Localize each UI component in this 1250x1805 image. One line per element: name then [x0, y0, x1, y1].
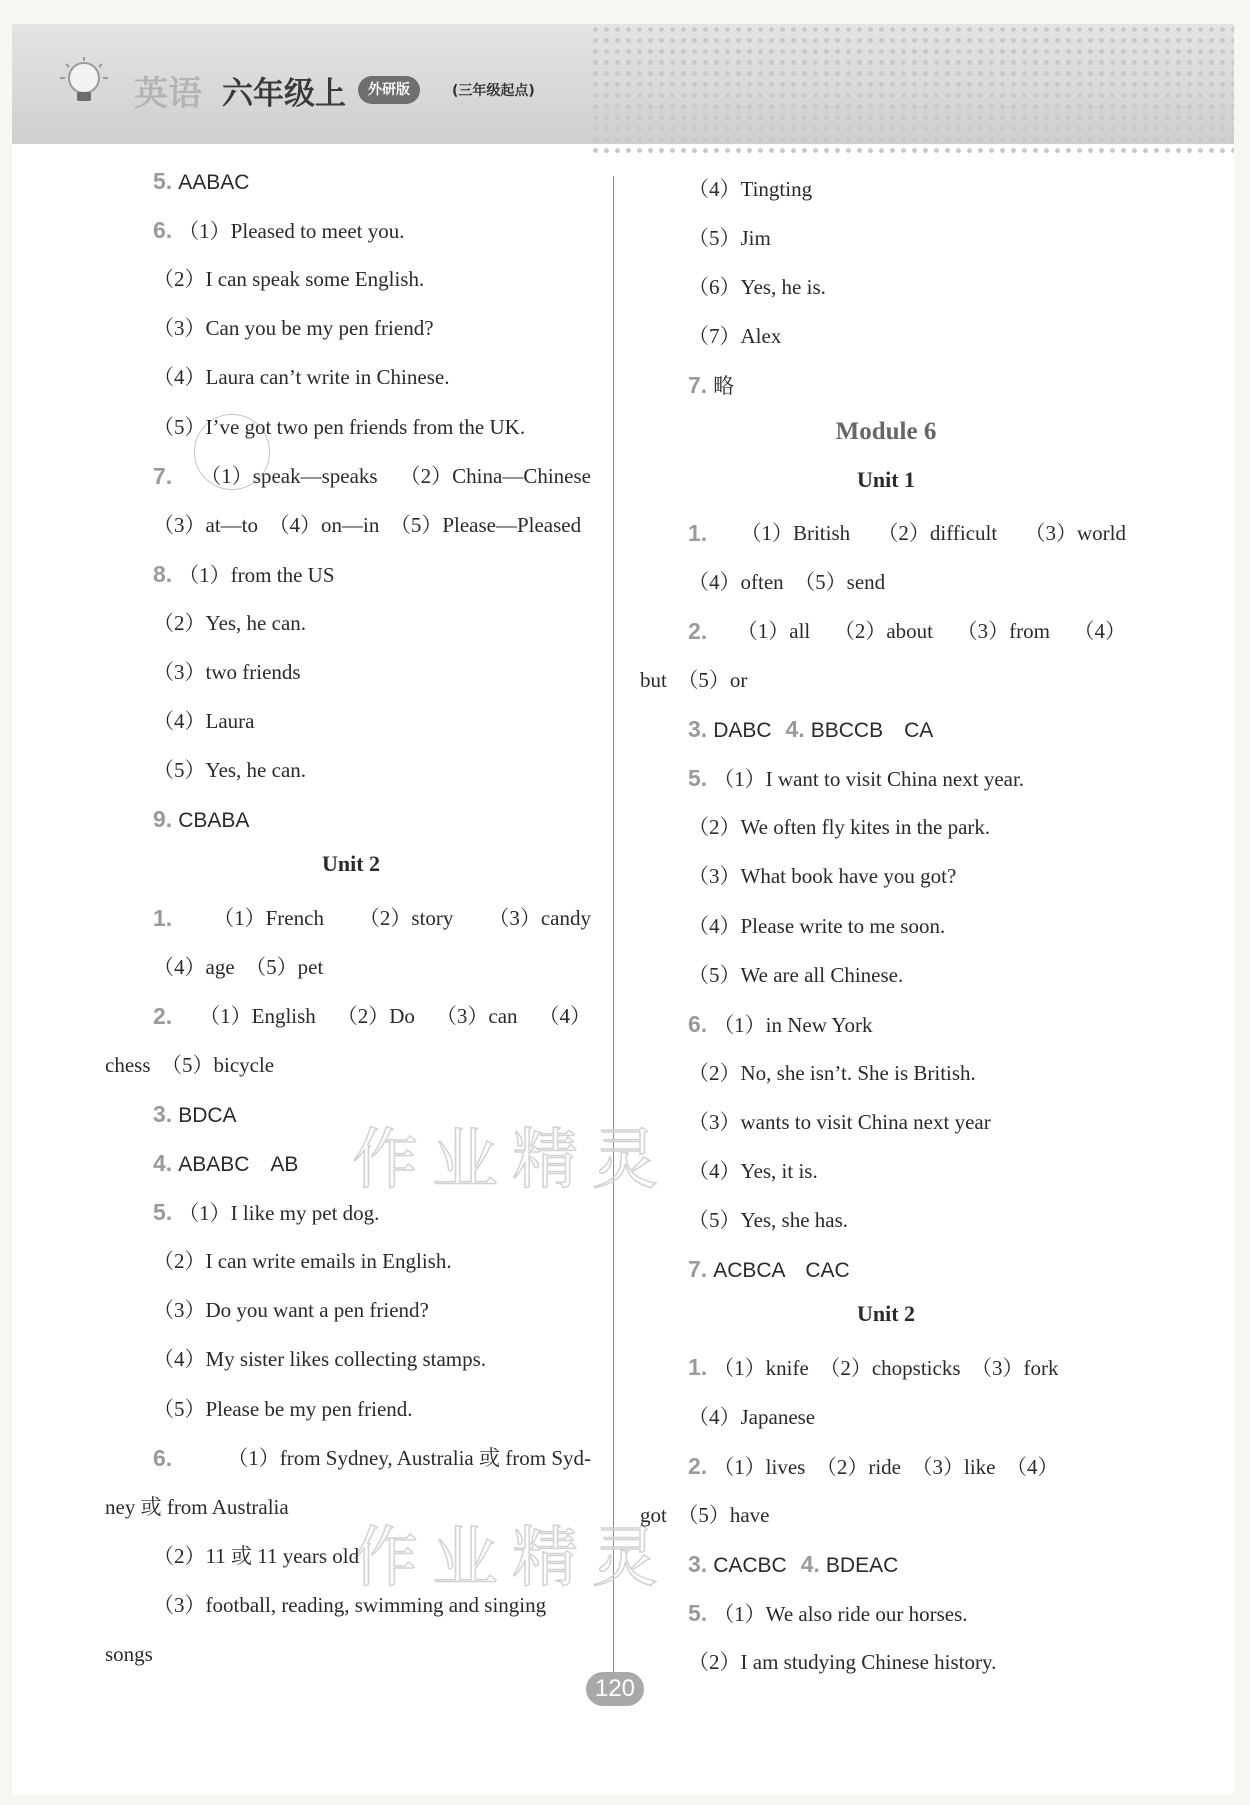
- answer-line: [153, 463, 591, 489]
- answer-text: （5）Yes, she has.: [688, 1208, 849, 1233]
- answer-line: [105, 1641, 153, 1667]
- answer-text: chess （5）bicycle: [105, 1052, 275, 1077]
- question-number: 8.: [153, 560, 173, 587]
- answer-fragment: （3）can: [435, 1003, 518, 1028]
- header-grade: 六年级上: [222, 76, 346, 112]
- answer-line: [105, 1052, 274, 1078]
- answer-text: （1）We also ride our horses.: [713, 1601, 968, 1626]
- answer-fragment: （3）world: [1024, 520, 1126, 545]
- answer-text: （1）I want to visit China next year.: [713, 767, 1025, 792]
- answer-text: （2）I can speak some English.: [153, 267, 425, 292]
- answer-line: [153, 1199, 379, 1226]
- answer-line: [688, 372, 734, 399]
- question-number: 5.: [153, 168, 173, 194]
- answer-text: （3）Do you want a pen friend?: [153, 1298, 429, 1323]
- answer-text: BBCCB CA: [810, 719, 934, 743]
- answer-fragment: （2）about: [833, 618, 933, 643]
- answer-text: （4）often （5）send: [688, 569, 886, 594]
- answer-fragment: （4）: [538, 1003, 591, 1028]
- answer-line: [153, 806, 249, 834]
- question-number: 6.: [153, 217, 173, 244]
- answer-text: （2）I can write emails in English.: [153, 1249, 452, 1274]
- answer-text: （3）two friends: [153, 660, 301, 684]
- answer-fragment: （1）speak—speaks: [200, 463, 378, 488]
- answer-text: （4）Japanese: [688, 1404, 816, 1429]
- answer-line: [153, 1592, 591, 1618]
- answer-line: [688, 1109, 991, 1135]
- answer-text: songs: [105, 1642, 153, 1666]
- answer-text: CACBC: [713, 1553, 787, 1577]
- column-divider: [613, 176, 614, 1681]
- answer-line: [688, 814, 990, 840]
- answer-text: （5）Jim: [688, 226, 771, 251]
- answer-fragment: （3）football, reading, swimming and singing: [153, 1592, 547, 1617]
- answer-line: [153, 364, 449, 390]
- answer-text: （4）age （5）pet: [153, 954, 324, 979]
- answer-line: [688, 1011, 872, 1038]
- answer-line: [153, 757, 306, 783]
- answer-line: [688, 1453, 1059, 1480]
- answer-line: [688, 962, 903, 988]
- question-number: 5.: [688, 1599, 708, 1626]
- answer-line: [640, 1502, 769, 1528]
- answer-text: BDCA: [178, 1103, 237, 1127]
- question-number: 5.: [688, 765, 708, 792]
- answer-fragment: （1）British: [740, 520, 851, 545]
- answer-line: [688, 1600, 968, 1627]
- answer-line: [688, 520, 1126, 546]
- answer-text: （2）11 或 11 years old: [153, 1543, 360, 1568]
- answer-fragment: （1）all: [736, 618, 811, 643]
- answer-fragment: （1）from Sydney, Australia 或 from Syd-: [227, 1445, 591, 1470]
- question-number: 2.: [688, 617, 708, 644]
- answer-line: [688, 765, 1024, 792]
- answer-text: （4）Laura: [153, 709, 255, 734]
- answer-line: [688, 569, 885, 595]
- answer-text: （1）in New York: [713, 1012, 873, 1037]
- answer-fragment: （1）English: [199, 1003, 316, 1028]
- answer-text: （6）Yes, he is.: [688, 275, 826, 300]
- answer-fragment: （3）from: [956, 618, 1050, 643]
- answer-line: [153, 1101, 237, 1129]
- answer-text: （2）Yes, he can.: [153, 610, 307, 635]
- answer-fragment: （2）China—Chinese: [399, 463, 591, 488]
- answer-line: [153, 1003, 591, 1029]
- answer-text: （1）Pleased to meet you.: [178, 219, 405, 244]
- answer-text: BDEAC: [825, 1553, 899, 1577]
- question-number: 3.: [688, 716, 708, 743]
- question-number: 3.: [688, 1550, 708, 1577]
- answer-text: （4）My sister likes collecting stamps.: [153, 1347, 487, 1372]
- answer-text: got （5）have: [640, 1502, 770, 1527]
- question-number: 1.: [688, 1354, 708, 1381]
- answer-line: [153, 1150, 298, 1178]
- answer-line: [688, 1649, 996, 1675]
- question-number: 7.: [688, 372, 708, 399]
- answer-line: [688, 176, 812, 202]
- answer-line: [688, 618, 1126, 644]
- unit-heading: Unit 2: [856, 1301, 916, 1327]
- page-number: 120: [586, 1672, 644, 1706]
- answer-line: [640, 667, 747, 693]
- question-number: 5.: [153, 1199, 173, 1226]
- answer-line: [153, 217, 404, 244]
- answer-line: [153, 1396, 413, 1422]
- question-number: 6.: [688, 1010, 708, 1037]
- answer-text: CBABA: [178, 809, 250, 833]
- answer-fragment: （2）story: [358, 905, 454, 930]
- header-start-level: (三年级起点): [452, 83, 535, 99]
- answer-line: [105, 1494, 289, 1520]
- answer-text: （5）Please be my pen friend.: [153, 1396, 413, 1421]
- answer-text: but （5）or: [640, 668, 748, 692]
- answer-text: （3）wants to visit China next year: [688, 1109, 991, 1134]
- answer-fragment: （1）French: [213, 905, 324, 930]
- question-number: 1.: [688, 519, 708, 546]
- answer-text: （1）lives （2）ride （3）like （4）: [713, 1454, 1059, 1479]
- answer-line: [688, 913, 945, 939]
- answer-line: [688, 1256, 850, 1284]
- answer-text: 略: [713, 374, 735, 399]
- module-heading: Module 6: [835, 417, 937, 445]
- answer-text: AABAC: [178, 171, 250, 194]
- answer-line: [153, 512, 581, 538]
- question-number: 2.: [153, 1002, 173, 1029]
- unit-heading: Unit 1: [856, 466, 916, 492]
- answer-line: [688, 716, 933, 744]
- watermark: 作业精灵: [352, 1519, 672, 1596]
- question-number: 1.: [153, 904, 173, 931]
- answer-line: [153, 1445, 591, 1471]
- answer-line: [153, 1297, 429, 1323]
- question-number: 7.: [153, 462, 173, 489]
- answer-line: [688, 1354, 1058, 1381]
- answer-text: ACBCA CAC: [713, 1259, 850, 1283]
- answer-text: （5）I’ve got two pen friends from the UK.: [153, 414, 526, 439]
- question-number: 7.: [688, 1256, 708, 1283]
- answer-line: [688, 1060, 976, 1086]
- answer-line: [153, 905, 591, 931]
- answer-text: （4）Please write to me soon.: [688, 913, 946, 938]
- answer-line: [688, 274, 826, 300]
- answer-text: ABABC AB: [178, 1153, 299, 1176]
- question-number: 6.: [153, 1444, 173, 1471]
- answer-line: [688, 1551, 898, 1579]
- question-number: 3.: [153, 1100, 173, 1127]
- answer-line: [153, 315, 434, 341]
- answer-line: [153, 1248, 452, 1274]
- question-number: 4.: [800, 1550, 820, 1577]
- watermark: 作业精灵: [352, 1121, 672, 1198]
- header-dot-pattern: [590, 24, 1234, 154]
- question-number: 4.: [785, 716, 805, 743]
- question-number: 4.: [153, 1150, 173, 1176]
- answer-line: [688, 225, 771, 251]
- answer-line: [153, 168, 249, 196]
- answer-line: [153, 561, 335, 588]
- answer-line: [153, 1346, 486, 1372]
- answer-line: [688, 863, 956, 889]
- answer-text: （4）Yes, it is.: [688, 1159, 818, 1183]
- answer-line: [153, 610, 306, 636]
- answer-line: [688, 1404, 815, 1430]
- answer-text: DABC: [713, 719, 772, 743]
- answer-text: （3）Can you be my pen friend?: [153, 316, 434, 341]
- unit-heading: Unit 2: [321, 851, 381, 877]
- answer-text: （1）knife （2）chopsticks （3）fork: [713, 1356, 1059, 1381]
- answer-text: （2）We often fly kites in the park.: [688, 815, 991, 840]
- answer-line: [153, 414, 525, 440]
- header-subject: 英语: [134, 74, 202, 114]
- answer-line: [153, 1543, 359, 1569]
- question-number: 2.: [688, 1452, 708, 1479]
- header-edition-badge: 外研版: [358, 76, 420, 104]
- answer-text: （4）Tingting: [688, 177, 813, 201]
- answer-text: （5）Yes, he can.: [153, 758, 307, 783]
- answer-text: （1）from the US: [178, 562, 335, 587]
- answer-line: [153, 708, 254, 734]
- answer-line: [153, 954, 323, 980]
- answer-text: ney 或 from Australia: [105, 1494, 289, 1519]
- answer-text: （1）I like my pet dog.: [178, 1201, 380, 1226]
- answer-fragment: （3）candy: [488, 905, 591, 930]
- answer-text: （2）No, she isn’t. She is British.: [688, 1060, 976, 1085]
- answer-fragment: （4）: [1073, 618, 1126, 643]
- answer-line: [153, 659, 301, 685]
- answer-line: [688, 1158, 818, 1184]
- answer-text: （7）Alex: [688, 324, 782, 349]
- answer-line: [688, 1207, 848, 1233]
- answer-text: （5）We are all Chinese.: [688, 962, 904, 987]
- answer-fragment: （2）difficult: [877, 520, 998, 545]
- answer-text: （3）What book have you got?: [688, 864, 957, 889]
- question-number: 9.: [153, 806, 173, 833]
- answer-text: （3）at—to （4）on—in （5）Please—Pleased: [153, 512, 582, 537]
- lightbulb-icon: [58, 56, 110, 108]
- answer-text: （4）Laura can’t write in Chinese.: [153, 365, 450, 390]
- answer-text: （2）I am studying Chinese history.: [688, 1650, 997, 1674]
- answer-line: [688, 323, 781, 349]
- answer-fragment: （2）Do: [336, 1003, 415, 1028]
- answer-line: [153, 266, 424, 292]
